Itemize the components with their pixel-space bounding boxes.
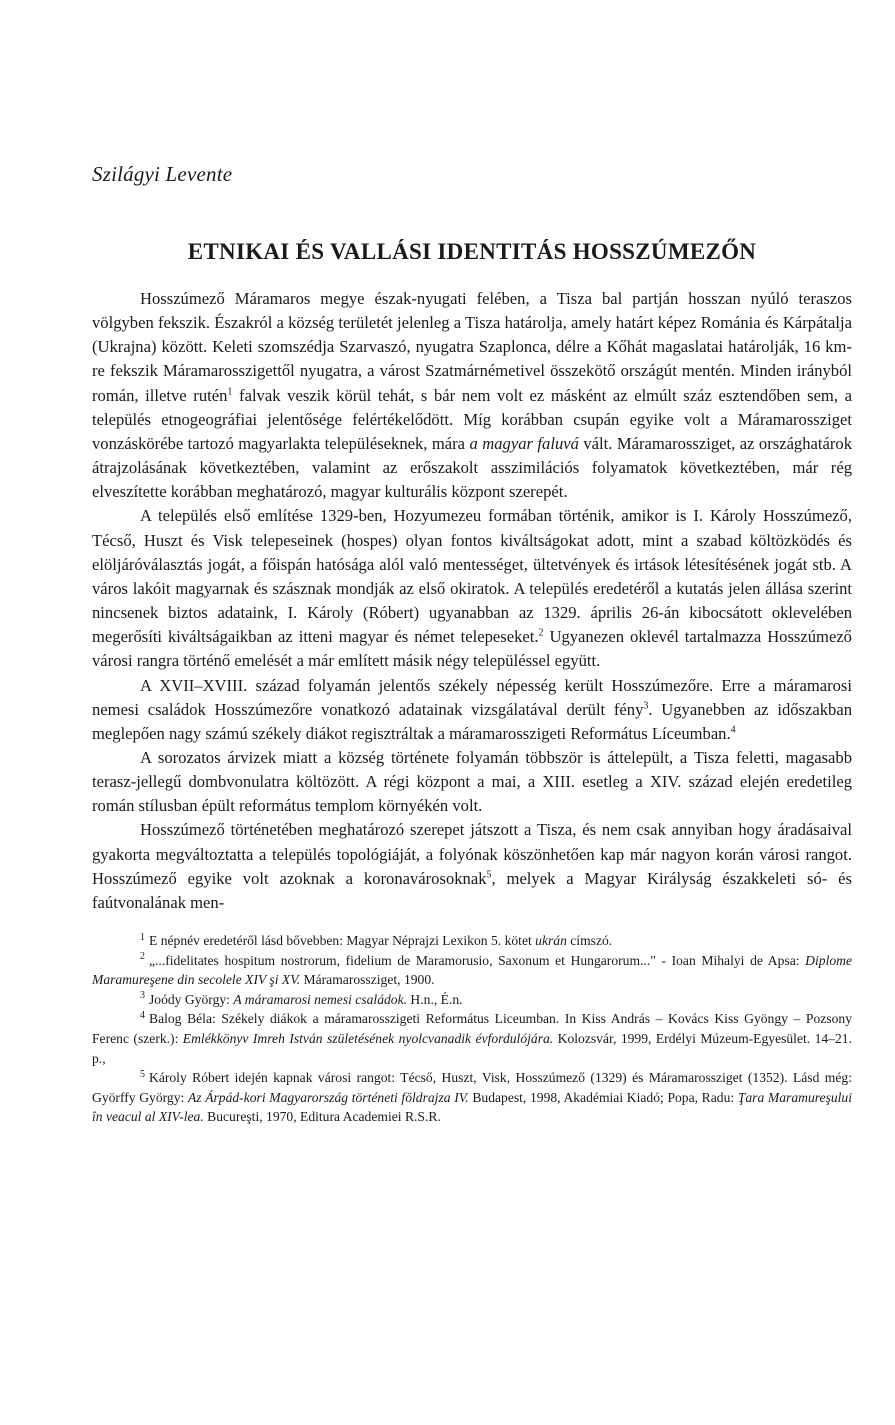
text-segment: A sorozatos árvizek miatt a község története folyamán többször is áttelepült, a Tisza feletti, magasabb terasz-jellegű dombvonulatra költözött. A régi központ a mai, a XIII. esetleg a XIV. század elején eredetileg román stílusban épült református templom környékén volt. (92, 747, 852, 816)
text-segment: A XVII–XVIII. század folyamán jelentős székely népesség került Hosszúmezőre. Erre a máramarosi nemesi családok Hosszúmezőre vonatkozó adatainak vizsgálatával derült fény (92, 675, 852, 719)
text-segment: E népnév eredetéről lásd bővebben: Magyar Néprajzi Lexikon 5. kötet (149, 933, 536, 949)
text-segment: Budapest, 1998, Akadémiai Kiadó; Popa, Radu: (468, 1089, 738, 1105)
paragraph (92, 287, 852, 504)
footnote (92, 951, 852, 990)
footnote-ref: 1 (227, 386, 233, 398)
text-segment: . Ugyanebben az időszakban meglepően nagy számú székely diákot regisztráltak a máramarosszigeti Református Líceumban. (92, 699, 852, 743)
paragraph (92, 674, 852, 746)
text-segment: Máramarossziget, 1900. (300, 972, 435, 988)
text-segment: „...fidelitates hospitum nostrorum, fidelium de Maramorusio, Saxonum et Hungarorum..." - Ioan Mihalyi de Apsa: (149, 952, 806, 968)
italic-text: Az Árpád-kori Magyarország történeti földrajza IV. (187, 1089, 469, 1105)
footnote (92, 1009, 852, 1068)
text-segment: Bucureşti, 1970, Editura Academiei R.S.R. (203, 1109, 441, 1125)
text-segment: Ugyanezen oklevél tartalmazza Hosszúmező városi rangra történő emelését a már említett másik négy településsel együtt. (92, 627, 852, 671)
text-segment: vált. Máramarossziget, az országhatárok átrajzolásának következtében, valamint az erőszakolt asszimilációs folyamatok következtében, már rég elveszítette korábban meghatározó, magyar kulturális központ szerepét. (92, 433, 852, 502)
footnote-number: 2 (140, 951, 145, 963)
italic-text: Diplome Maramureşene din secolele XIV şi XV. (92, 952, 852, 988)
footnote (92, 931, 852, 951)
author-name: Szilágyi Levente (92, 162, 233, 186)
text-segment: Kolozsvár, 1999, Erdélyi Múzeum-Egyesület. 14–21. p., (92, 1031, 853, 1066)
footnote-ref: 3 (643, 700, 649, 712)
footnote-ref: 2 (538, 627, 544, 639)
paragraph (92, 504, 852, 673)
text-segment: , melyek a Magyar Királyság északkeleti só- és faútvonalának men- (92, 868, 852, 912)
text-segment: Joódy György: (149, 991, 234, 1007)
text-segment: A település első említése 1329-ben, Hozyumezeu formában történik, amikor is I. Károly Hosszúmező, Técső, Huszt és Visk telepeseinek (hospes) olyan fontos kiváltságokat adott, mint a szabad költözködés és elöljáróválasztás jogát, a főispán hatósága alól való mentességet, ültetvények és irtások létesítésének jogát stb. A város lakóit magyarnak és szásznak mondják az első okiratok. A település eredetéről a kutatás jelen állása szerint nincsenek biztos adataink, I. Károly (Róbert) ugyanabban az 1329. április 26-án kibocsátott oklevelében megerősíti kiváltságaikban az itteni magyar és német telepeseket. (92, 506, 852, 647)
page (92, 162, 852, 1127)
text-segment: Balog Béla: Székely diákok a máramarosszigeti Református Liceumban. In Kiss András – Kovács Kiss Gyöngy – Pozsony Ferenc (szerk.): (92, 1011, 852, 1047)
paragraph (92, 818, 852, 915)
footnote-ref: 5 (486, 869, 492, 881)
footnote-number: 1 (140, 931, 145, 943)
article-body (92, 287, 852, 915)
italic-text: A máramarosi nemesi családok. (233, 991, 408, 1007)
footnote-number: 5 (140, 1068, 145, 1080)
footnote (92, 990, 852, 1010)
footnote-ref: 4 (730, 724, 736, 736)
article-title: ETNIKAI ÉS VALLÁSI IDENTITÁS HOSSZÚMEZŐN (187, 239, 757, 264)
text-segment: Károly Róbert idején kapnak városi rangot: Técső, Huszt, Visk, Hosszúmező (1329) és Máramarossziget (1352). Lásd még: Györffy György: (92, 1070, 852, 1105)
text-segment: falvak veszik körül tehát, s bár nem volt ez másként az elmúlt száz esztendőben sem, a település etnogeográfiai jelentősége felértékelődött. Míg korábban csupán egyike volt a Máramarossziget vonzáskörébe tartozó magyarlakta településeknek, mára (92, 385, 852, 453)
text-segment: Hosszúmező történetében meghatározó szerepet játszott a Tisza, és nem csak annyiban hogy áradásaival gyakorta megváltoztatta a település topológiáját, a folyónak köszönhetően kap már nagyon korán városi rangot. Hosszúmező egyike volt azoknak a koronavárosoknak (92, 820, 852, 888)
italic-text: Emlékkönyv Imreh István születésének nyolcvanadik évfordulójára. (182, 1031, 554, 1047)
text-segment: Hosszúmező Máramaros megye észak-nyugati felében, a Tisza bal partján hosszan nyúló teraszos völgyben fekszik. Északról a község területét jelenleg a Tisza határolja, amely határt képez Románia és Kárpátalja (Ukrajna) között. Keleti szomszédja Szarvaszó, nyugatra Szaplonca, délre a Kőhát magaslatai határolják, 16 km-re fekszik Máramarosszigettől nyugatra, a várost Szatmárnémetivel összekötő országút mentén. Minden irányból román, illetve rutén (92, 289, 852, 405)
italic-text: a magyar faluvá (469, 433, 579, 453)
text-segment: címszó. (566, 933, 613, 949)
footnotes (92, 931, 852, 1127)
footnote (92, 1068, 852, 1127)
italic-text: ukrán (535, 933, 567, 949)
footnote-number: 4 (140, 1009, 145, 1021)
italic-text: Ţara Maramureşului în veacul al XIV-lea. (92, 1089, 853, 1125)
text-segment: H.n., É.n. (407, 991, 463, 1007)
footnote-number: 3 (140, 990, 145, 1002)
paragraph (92, 746, 852, 818)
